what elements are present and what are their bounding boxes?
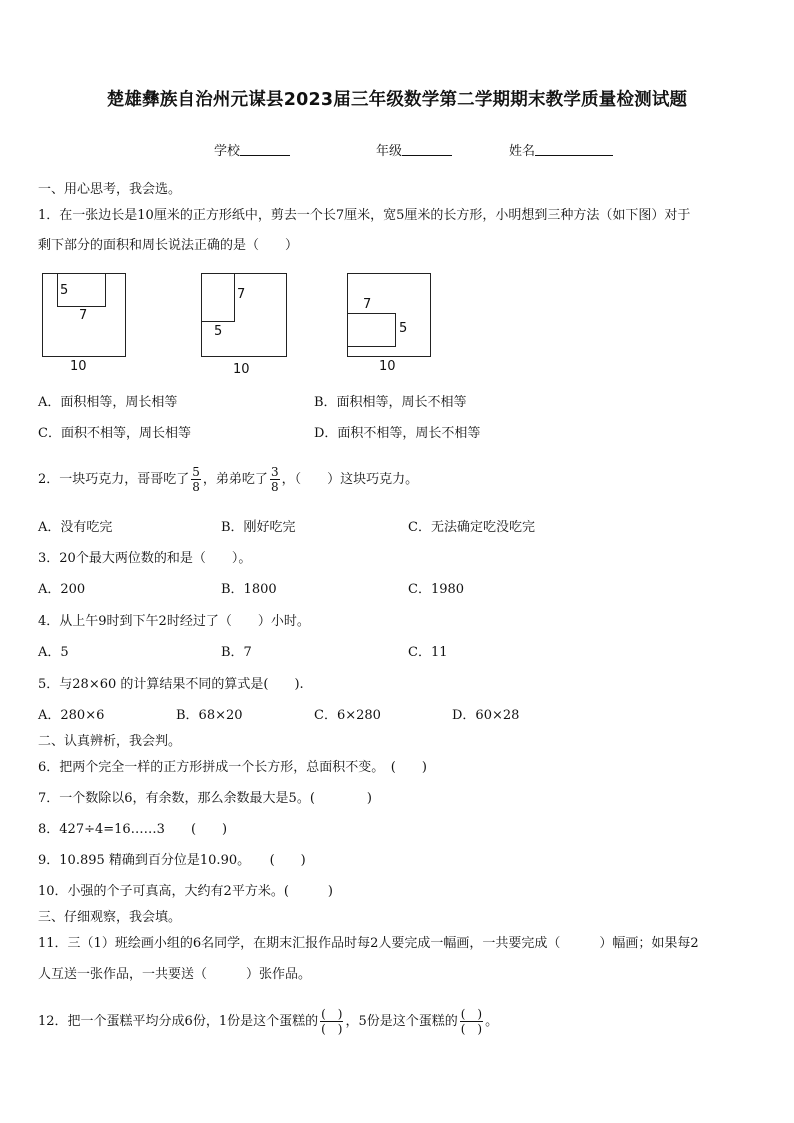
- square-side-label: 10: [70, 359, 87, 374]
- name-blank[interactable]: [535, 141, 613, 156]
- q5-option-a[interactable]: A．280×6: [38, 708, 105, 723]
- square-side-label: 10: [233, 362, 250, 377]
- q4-option-c[interactable]: C．11: [408, 645, 448, 660]
- q5-option-c[interactable]: C．6×280: [314, 708, 381, 723]
- rect-width-label: 5: [214, 324, 223, 339]
- q1-option-a[interactable]: A．面积相等，周长相等: [38, 395, 178, 410]
- numerator: 5: [192, 465, 200, 479]
- school-field[interactable]: [214, 141, 290, 161]
- figure-1: [42, 273, 126, 374]
- q2-text-pre: 2．一块巧克力，哥哥吃了: [38, 472, 190, 487]
- fraction-blank-2[interactable]: [460, 1007, 483, 1036]
- denominator-blank[interactable]: ( ): [321, 1022, 343, 1036]
- question-8: 8．427÷4=16……3 ( ): [38, 822, 228, 837]
- rect-height-label: 5: [60, 283, 69, 298]
- numerator: 3: [270, 465, 279, 479]
- cut-rectangle: [201, 273, 235, 322]
- grade-label: 年级: [376, 144, 403, 159]
- school-label: 学校: [214, 144, 241, 159]
- fraction-blank-1[interactable]: [320, 1007, 343, 1036]
- q2-option-c[interactable]: C．无法确定吃没吃完: [408, 520, 535, 535]
- q2-text-post: ，（ ）这块巧克力。: [281, 472, 419, 487]
- rect-height-label: 5: [399, 321, 408, 336]
- rect-height-label: 7: [237, 287, 246, 302]
- question-11-line-1: 11．三（1）班绘画小组的6名同学，在期末汇报作品时每2人要完成一幅画，一共要完成（ ）幅画；如果每2: [38, 936, 699, 951]
- question-1-line-1: 1．在一张边长是10厘米的正方形纸中，剪去一个长7厘米，宽5厘米的长方形，小明想到三种方法（如下图）对于: [38, 208, 691, 223]
- question-3: 3．20个最大两位数的和是（ ）。: [38, 551, 252, 566]
- section-heading-1: 一、用心思考，我会选。: [38, 182, 182, 197]
- q4-option-a[interactable]: A．5: [38, 645, 69, 660]
- figure-3: [347, 273, 431, 374]
- section-heading-2: 二、认真辨析，我会判。: [38, 734, 182, 749]
- q3-option-b[interactable]: B．1800: [221, 582, 277, 597]
- q2-option-b[interactable]: B．刚好吃完: [221, 520, 296, 535]
- question-12: [38, 1004, 498, 1040]
- section-heading-3: 三、仔细观察，我会填。: [38, 910, 182, 925]
- q12-text-pre: 12．把一个蛋糕平均分成6份，1份是这个蛋糕的: [38, 1014, 319, 1029]
- page-title: 楚雄彝族自治州元谋县2023届三年级数学第二学期期末教学质量检测试题: [106, 90, 688, 110]
- q1-option-b[interactable]: B．面积相等，周长不相等: [314, 395, 467, 410]
- question-1-line-2: 剩下部分的面积和周长说法正确的是（ ）: [38, 238, 299, 253]
- q5-option-b[interactable]: B．68×20: [176, 708, 243, 723]
- name-label: 姓名: [509, 144, 536, 159]
- cut-rectangle: [347, 313, 396, 347]
- rect-width-label: 7: [363, 297, 372, 312]
- q3-option-a[interactable]: A．200: [38, 582, 86, 597]
- q1-option-c[interactable]: C．面积不相等，周长相等: [38, 426, 191, 441]
- q2-option-a[interactable]: A．没有吃完: [38, 520, 113, 535]
- question-2: [38, 462, 418, 498]
- q12-text-post: 。: [485, 1014, 499, 1029]
- denominator-blank[interactable]: ( ): [460, 1022, 483, 1036]
- q12-text-mid: ，5份是这个蛋糕的: [345, 1014, 458, 1029]
- q4-option-b[interactable]: B．7: [221, 645, 252, 660]
- fraction-5-8: [191, 465, 201, 494]
- q1-option-d[interactable]: D．面积不相等，周长不相等: [314, 426, 481, 441]
- name-field[interactable]: [509, 141, 613, 161]
- question-6: 6．把两个完全一样的正方形拼成一个长方形，总面积不变。 ( ): [38, 760, 427, 775]
- figure-2: [201, 273, 287, 377]
- grade-blank[interactable]: [402, 141, 452, 156]
- fraction-3-8: [270, 465, 280, 494]
- question-11-line-2: 人互送一张作品，一共要送（ ）张作品。: [38, 967, 312, 982]
- numerator-blank[interactable]: ( ): [321, 1007, 343, 1021]
- question-5: 5．与28×60 的计算结果不同的算式是( ).: [38, 677, 304, 692]
- question-7: 7．一个数除以6，有余数，那么余数最大是5。( ): [38, 791, 372, 806]
- school-blank[interactable]: [240, 141, 290, 156]
- question-4: 4．从上午9时到下午2时经过了（ ）小时。: [38, 614, 310, 629]
- rect-width-label: 7: [79, 308, 88, 323]
- question-10: 10．小强的个子可真高，大约有2平方米。( ): [38, 884, 333, 899]
- q3-option-c[interactable]: C．1980: [408, 582, 465, 597]
- question-9: 9．10.895 精确到百分位是10.90。 ( ): [38, 853, 306, 868]
- denominator: 8: [270, 480, 279, 494]
- numerator-blank[interactable]: ( ): [460, 1007, 483, 1021]
- q5-option-d[interactable]: D．60×28: [452, 708, 520, 723]
- q2-text-mid: ，弟弟吃了: [202, 472, 268, 487]
- grade-field[interactable]: [376, 141, 452, 161]
- denominator: 8: [192, 480, 200, 494]
- square-side-label: 10: [379, 359, 396, 374]
